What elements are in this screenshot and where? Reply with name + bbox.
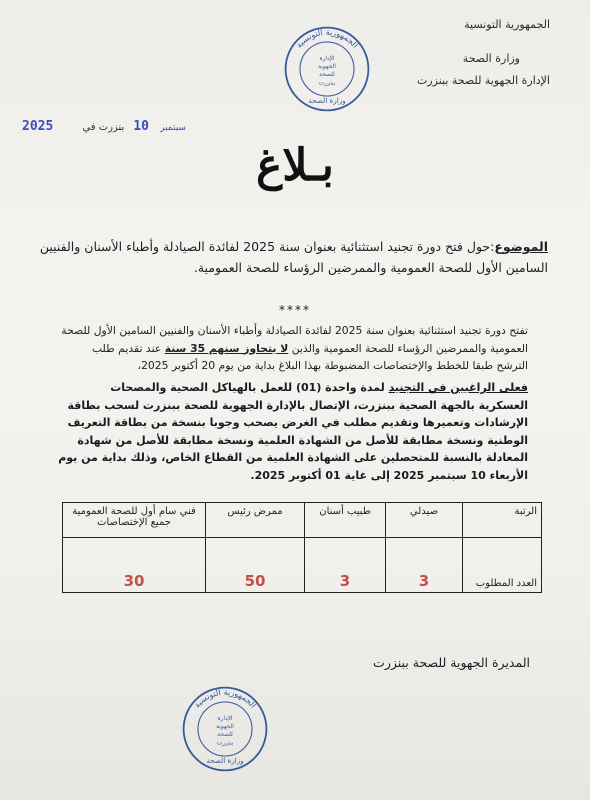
table-cell-value: 3 [386, 538, 463, 593]
announcement-title: بـلاغ [256, 140, 334, 191]
date-year: 2025 [22, 119, 54, 134]
table-value-row [63, 538, 542, 593]
stamp-top-line-3: للصحة [319, 72, 335, 79]
table-col-header: طبيب أسنان [305, 503, 386, 538]
official-stamp-bottom [180, 684, 270, 774]
table-header-row [63, 503, 542, 538]
header-republic: الجمهورية التونسية [464, 18, 550, 31]
subject-label: الموضوع [494, 239, 548, 254]
table-cell-value: 50 [206, 538, 305, 593]
date-month: سبتمبر [160, 123, 186, 133]
table-col-header: صيدلي [386, 503, 463, 538]
svg-text:الجمهورية التونسية [294, 27, 361, 50]
paragraph-2 [58, 379, 528, 484]
table-row-value-label: العدد المطلوب [463, 538, 542, 593]
stamp-bottom-line-2: الجهوية [216, 724, 234, 731]
stamp-top-ring-text: الجمهورية التونسية [293, 26, 361, 50]
date-day: 10 [133, 119, 150, 134]
subject-text: :حول فتح دورة تجنيد استثنائية بعنوان سنة 2025 لفائدة الصيادلة وأطباء الأسنان والفنيين السامين الأول للصحة العمومية والممرضين الرؤساء للصحة العمومية. [39, 239, 548, 275]
signature-title: المديرة الجهوية للصحة ببنزرت [373, 655, 530, 670]
stamp-top-line-1: الإدارة [319, 56, 335, 63]
subject-paragraph [35, 236, 548, 278]
paragraph-2-lead: فعلى الراغبين في التجنيد [388, 381, 528, 394]
table-row-header-label: الرتبة [463, 503, 542, 538]
svg-text:الجمهورية التونسية [192, 687, 259, 710]
paragraph-1-part-1: تفتح دورة تجنيد استثنائية بعنوان سنة 2025 لفائدة الصيادلة وأطباء الأسنان والفنيين السامين الأول للصحة العمومية والممرضين الرؤساء للصحة العمومية والذين [61, 324, 528, 355]
table-col-header: فني سام أول للصحة العمومية جميع الإختصاصات [63, 503, 206, 538]
paragraph-1-part-2: عند تقديم طلب الترشح طبقا للخطط والإختصاصات المضبوطة بهذا البلاغ بداية من يوم 20 أكتوبر 2025، [91, 341, 528, 372]
separator-stars: **** [279, 303, 311, 317]
official-stamp-top [282, 24, 372, 114]
paragraph-1 [60, 322, 528, 375]
stamp-bottom-ring-text: الجمهورية التونسية [191, 686, 259, 710]
header-administration: الإدارة الجهوية للصحة ببنزرت [416, 74, 550, 87]
date-line [22, 115, 186, 134]
table-cell-value: 30 [63, 538, 206, 593]
positions-table [62, 502, 542, 593]
stamp-top-line-2: الجهوية [318, 64, 336, 71]
stamp-bottom-line-3: للصحة [217, 732, 233, 739]
stamp-bottom-line-1: الإدارة [217, 716, 233, 722]
stamp-top-line-4: ببنزرت [318, 80, 336, 87]
stamp-bottom-line-4: ببنزرت [216, 740, 234, 747]
table-cell-value: 3 [305, 538, 386, 593]
table-col-header: ممرض رئيس [206, 503, 305, 538]
stamp-bottom-bottom-text: وزارة الصحة [206, 756, 244, 766]
paragraph-1-age-limit: لا يتجاوز سنهم 35 سنة [164, 341, 289, 355]
stamp-top-bottom-text: وزارة الصحة [308, 96, 346, 106]
header-ministry: وزارة الصحة [462, 52, 520, 65]
date-place: بنزرت في [82, 122, 125, 133]
paragraph-2-text: لمدة واحدة (01) للعمل بالهياكل الصحية والمصحات العسكرية بالجهة الصحية ببنزرت، الإتصال بالإدارة الجهوية للصحة ببنزرت لسحب بطاقة الإرشادات وتعميرها وتقديم مطلب في الغرض يصحب وجوبا بنسخة من بطاقة التعريف الوطنية ونسخة مطابقة للأصل من الشهادة العلمية ونسخة مطابقة للأصل من شهادة المعادلة بالنسبة للمتحصلين على الشهادة العلمية من القطاع الخاص، وذلك بداية من يوم الأربعاء 10 سبتمبر 2025 إلى غاية 01 أكتوبر 2025. [58, 381, 528, 482]
